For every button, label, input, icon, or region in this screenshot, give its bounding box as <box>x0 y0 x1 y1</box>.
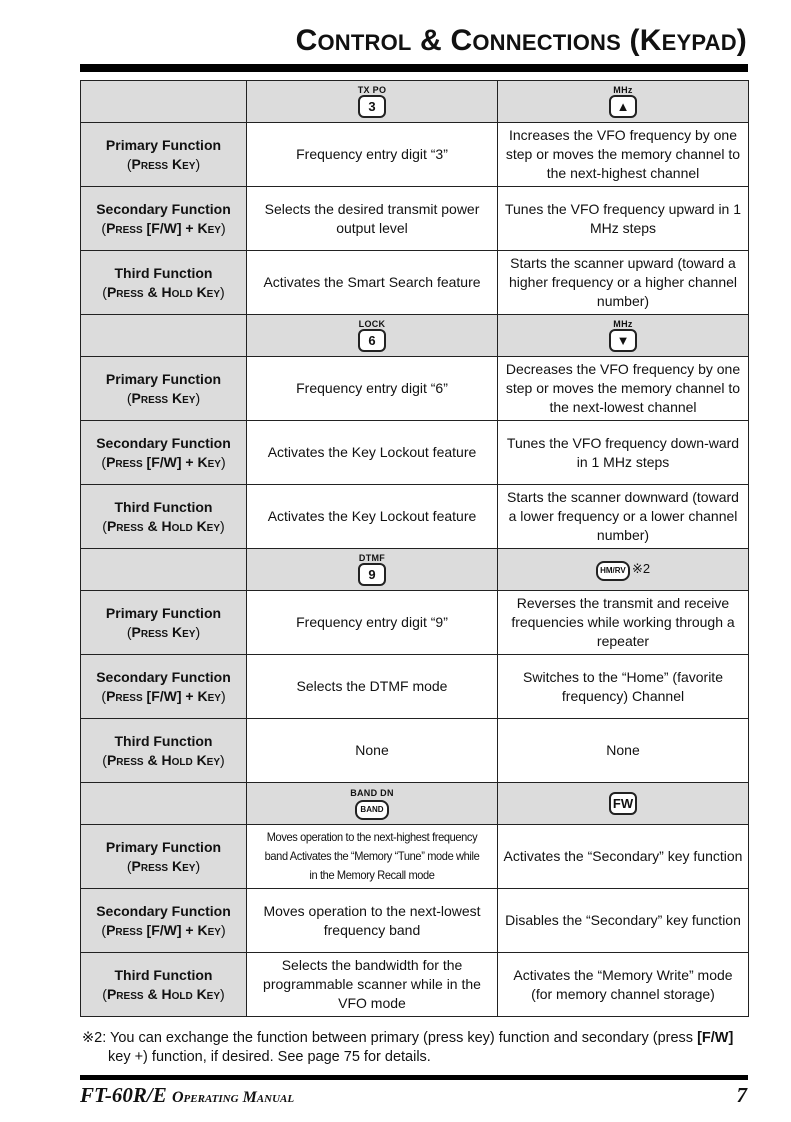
secondary-function-row <box>81 655 749 719</box>
description-text: Increases the VFO frequency by one step or moves the memory channel to the next-highest channel <box>505 127 741 181</box>
row-subtitle: (Press Key) <box>126 623 201 640</box>
secondary-function-label <box>81 655 247 719</box>
row-subtitle: (Press [F/W] + Key) <box>101 921 226 938</box>
description-text: Selects the desired transmit power output level <box>264 200 480 236</box>
digit-key-icon: 9 <box>358 563 386 586</box>
function-description <box>247 251 498 315</box>
primary-function-row <box>81 591 749 655</box>
row-title: Third Function <box>114 732 213 749</box>
key-cell-right <box>498 783 749 825</box>
description-text: None <box>606 742 640 758</box>
description-text: Tunes the VFO frequency upward in 1 MHz steps <box>504 200 742 236</box>
description-text: Frequency entry digit “9” <box>296 614 448 630</box>
function-description <box>498 889 749 953</box>
keypad-key <box>609 319 637 352</box>
keypad-key <box>596 559 650 581</box>
row-title: Primary Function <box>105 136 222 153</box>
secondary-function-row <box>81 187 749 251</box>
row-subtitle: (Press Key) <box>126 389 201 406</box>
digit-key-icon: 3 <box>358 95 386 118</box>
title-rule <box>80 64 748 72</box>
row-subtitle: (Press & Hold Key) <box>102 751 225 768</box>
function-description <box>498 825 749 889</box>
description-text: Decreases the VFO frequency by one step or moves the memory channel to the next-lowest channel <box>505 361 741 415</box>
third-function-row <box>81 953 749 1017</box>
row-title: Secondary Function <box>96 668 231 685</box>
secondary-function-label <box>81 187 247 251</box>
function-description <box>247 357 498 421</box>
primary-function-row <box>81 357 749 421</box>
row-title: Secondary Function <box>96 434 231 451</box>
up-arrow-key-icon: ▲ <box>609 95 637 118</box>
keypad-key <box>609 85 637 118</box>
key-header-row <box>81 81 749 123</box>
description-text: Moves operation to the next-lowest frequency band <box>263 902 481 938</box>
description-text: Activates the “Secondary” key function <box>503 848 743 864</box>
function-description <box>498 421 749 485</box>
page-title: CONTROL & CONNECTIONS (KEYPAD) <box>295 24 747 57</box>
row-subtitle: (Press [F/W] + Key) <box>101 219 226 236</box>
row-title: Third Function <box>114 498 213 515</box>
description-text: Frequency entry digit “3” <box>296 146 448 162</box>
row-title: Primary Function <box>105 370 222 387</box>
primary-function-label <box>81 591 247 655</box>
key-cell-left <box>247 81 498 123</box>
fw-key-icon: FW <box>609 792 637 815</box>
key-secondary-label: BAND DN <box>350 787 394 798</box>
row-title: Third Function <box>114 966 213 983</box>
row-title: Secondary Function <box>96 200 231 217</box>
description-text: Activates the Key Lockout feature <box>267 508 477 524</box>
blank-cell <box>81 549 247 591</box>
key-function-table <box>80 80 749 1017</box>
function-description <box>247 123 498 187</box>
description-text: Frequency entry digit “6” <box>296 380 448 396</box>
function-description <box>247 889 498 953</box>
manual-title: FT-60R/E Operating Manual <box>80 1083 295 1107</box>
hm-rv-key-icon: HM/RV <box>596 561 630 581</box>
function-description <box>247 825 498 889</box>
secondary-function-label <box>81 421 247 485</box>
primary-function-label <box>81 357 247 421</box>
digit-key-icon: 6 <box>358 329 386 352</box>
function-description <box>247 421 498 485</box>
key-header-row <box>81 549 749 591</box>
key-cell-left <box>247 549 498 591</box>
third-function-label <box>81 251 247 315</box>
key-header-row <box>81 783 749 825</box>
third-function-row <box>81 485 749 549</box>
function-description <box>247 591 498 655</box>
function-description <box>498 655 749 719</box>
secondary-function-label <box>81 889 247 953</box>
description-text: Activates the “Memory Write” mode (for memory channel storage) <box>513 966 733 1002</box>
key-cell-left <box>247 315 498 357</box>
row-title: Primary Function <box>105 604 222 621</box>
blank-cell <box>81 81 247 123</box>
function-description <box>498 719 749 783</box>
key-cell-left <box>247 783 498 825</box>
description-text: Selects the DTMF mode <box>296 678 448 694</box>
third-function-row <box>81 251 749 315</box>
row-title: Primary Function <box>105 838 222 855</box>
row-subtitle: (Press Key) <box>126 155 201 172</box>
keypad-key <box>609 792 637 815</box>
key-secondary-label: DTMF <box>358 553 386 563</box>
description-text: Starts the scanner downward (toward a lower frequency or a lower channel number) <box>507 489 739 543</box>
key-header-row <box>81 315 749 357</box>
third-function-label <box>81 719 247 783</box>
key-secondary-label: MHz <box>613 85 633 95</box>
row-title: Secondary Function <box>96 902 231 919</box>
secondary-function-row <box>81 421 749 485</box>
footnote <box>82 1029 752 1067</box>
keypad-key <box>350 788 394 820</box>
function-description <box>498 123 749 187</box>
function-description <box>498 357 749 421</box>
keypad-key <box>358 553 386 586</box>
description-text: Reverses the transmit and receive frequencies while working through a repeater <box>511 595 735 649</box>
third-function-label <box>81 485 247 549</box>
function-description <box>247 655 498 719</box>
third-function-label <box>81 953 247 1017</box>
keypad-key <box>358 319 386 352</box>
key-secondary-label: TX PO <box>357 85 387 95</box>
function-description <box>247 187 498 251</box>
function-description <box>498 187 749 251</box>
description-text: Disables the “Secondary” key function <box>505 912 741 928</box>
footnote-line-2: key +) function, if desired. See page 75 for details. <box>108 1049 431 1065</box>
page-number: 7 <box>736 1083 747 1107</box>
row-subtitle: (Press [F/W] + Key) <box>101 687 226 704</box>
key-cell-right <box>498 81 749 123</box>
row-title: Third Function <box>114 264 213 281</box>
function-description <box>247 719 498 783</box>
key-secondary-label: LOCK <box>358 319 386 329</box>
primary-function-row <box>81 123 749 187</box>
third-function-row <box>81 719 749 783</box>
key-cell-right <box>498 549 749 591</box>
description-text: None <box>355 742 389 758</box>
primary-function-row <box>81 825 749 889</box>
row-subtitle: (Press [F/W] + Key) <box>101 453 226 470</box>
description-text: Switches to the “Home” (favorite frequency) Channel <box>523 668 723 704</box>
key-secondary-label: MHz <box>613 319 633 329</box>
description-text: Tunes the VFO frequency down-ward in 1 MHz steps <box>506 434 740 470</box>
row-subtitle: (Press & Hold Key) <box>102 985 225 1002</box>
description-text: Starts the scanner upward (toward a higher frequency or a higher channel number) <box>508 255 738 309</box>
blank-cell <box>81 783 247 825</box>
function-description <box>498 251 749 315</box>
description-text: Activates the Smart Search feature <box>263 274 481 290</box>
description-text: Activates the Key Lockout feature <box>267 444 477 460</box>
function-description <box>247 953 498 1017</box>
primary-function-label <box>81 825 247 889</box>
key-cell-right <box>498 315 749 357</box>
function-description <box>247 485 498 549</box>
footnote-mark: ※2 <box>631 560 651 576</box>
down-arrow-key-icon: ▼ <box>609 329 637 352</box>
row-subtitle: (Press & Hold Key) <box>102 517 225 534</box>
description-text: Moves operation to the next-highest frequency band Activates the “Memory “Tune” mode while in the Memory Recall mode <box>264 830 480 882</box>
row-subtitle: (Press Key) <box>126 857 201 874</box>
keypad-key <box>358 85 387 118</box>
blank-cell <box>81 315 247 357</box>
band-key-icon: BAND <box>355 800 389 820</box>
footer-rule <box>80 1075 748 1080</box>
function-description <box>498 485 749 549</box>
primary-function-label <box>81 123 247 187</box>
row-subtitle: (Press & Hold Key) <box>102 283 225 300</box>
description-text: Selects the bandwidth for the programmable scanner while in the VFO mode <box>263 957 481 1011</box>
secondary-function-row <box>81 889 749 953</box>
function-description <box>498 591 749 655</box>
function-description <box>498 953 749 1017</box>
footnote-line-1: ※2: You can exchange the function between primary (press key) function and secondary (press [F/W] <box>82 1030 734 1046</box>
